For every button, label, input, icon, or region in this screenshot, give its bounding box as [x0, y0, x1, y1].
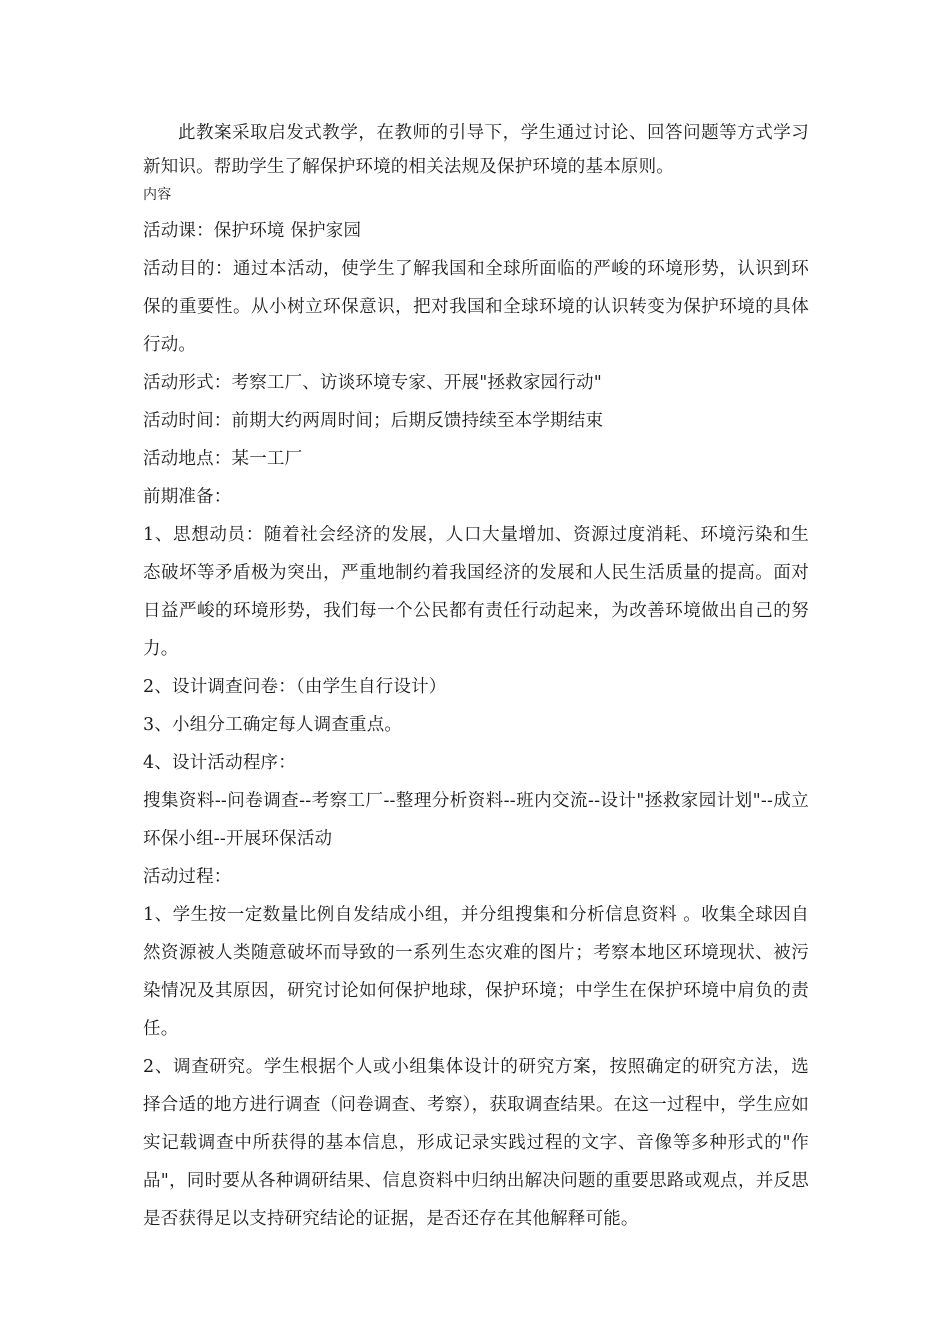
prep-item-4: 4、设计活动程序：	[143, 753, 296, 773]
content-label: 内容	[143, 187, 172, 203]
activity-title: 活动课：保护环境 保护家园	[143, 221, 362, 241]
prep-item-2: 2、设计调查问卷：（由学生自行设计）	[143, 677, 447, 697]
prep-heading: 前期准备：	[143, 487, 232, 507]
prep-item-1: 1、思想动员：随着社会经济的发展，人口大量增加、资源过度消耗、环境污染和生态破坏等矛盾极为突出，严重地制约着我国经济的发展和人民生活质量的提高。面对日益严峻的环境形势，我们每一个公民都有责任行动起来，为改善环境做出自己的努力。	[143, 525, 809, 659]
activity-form: 活动形式：考察工厂、访谈环境专家、开展"拯救家园行动"	[143, 373, 602, 393]
process-item-2: 2、调查研究。学生根据个人或小组集体设计的研究方案，按照确定的研究方法，选择合适的地方进行调查（问卷调查、考察），获取调查结果。在这一过程中，学生应如实记载调查中所获得的基本信息，形成记录实践过程的文字、音像等多种形式的"作品"，同时要从各种调研结果、信息资料中归纳出解决问题的重要思路或观点，并反思是否获得足以支持研究结论的证据，是否还存在其他解释可能。	[143, 1057, 809, 1229]
activity-goal: 活动目的：通过本活动，使学生了解我国和全球所面临的严峻的环境形势，认识到环保的重要性。从小树立环保意识，把对我国和全球环境的认识转变为保护环境的具体行动。	[143, 259, 809, 355]
document-body	[143, 116, 809, 1238]
activity-time: 活动时间：前期大约两周时间；后期反馈持续至本学期结束	[143, 411, 604, 431]
intro-paragraph: 此教案采取启发式教学，在教师的引导下，学生通过讨论、回答问题等方式学习新知识。帮助学生了解保护环境的相关法规及保护环境的基本原则。	[143, 123, 809, 177]
prep-item-3: 3、小组分工确定每人调查重点。	[143, 715, 403, 735]
activity-place: 活动地点：某一工厂	[143, 449, 303, 469]
process-heading: 活动过程：	[143, 867, 232, 887]
process-item-1: 1、学生按一定数量比例自发结成小组，并分组搜集和分析信息资料 。收集全球因自然资源被人类随意破坏而导致的一系列生态灾难的图片；考察本地区环境现状、被污染情况及其原因，研究讨论如何保护地球，保护环境；中学生在保护环境中肩负的责任。	[143, 905, 809, 1039]
procedure-sequence: 搜集资料--问卷调查--考察工厂--整理分析资料--班内交流--设计"拯救家园计划"--成立环保小组--开展环保活动	[143, 791, 809, 849]
